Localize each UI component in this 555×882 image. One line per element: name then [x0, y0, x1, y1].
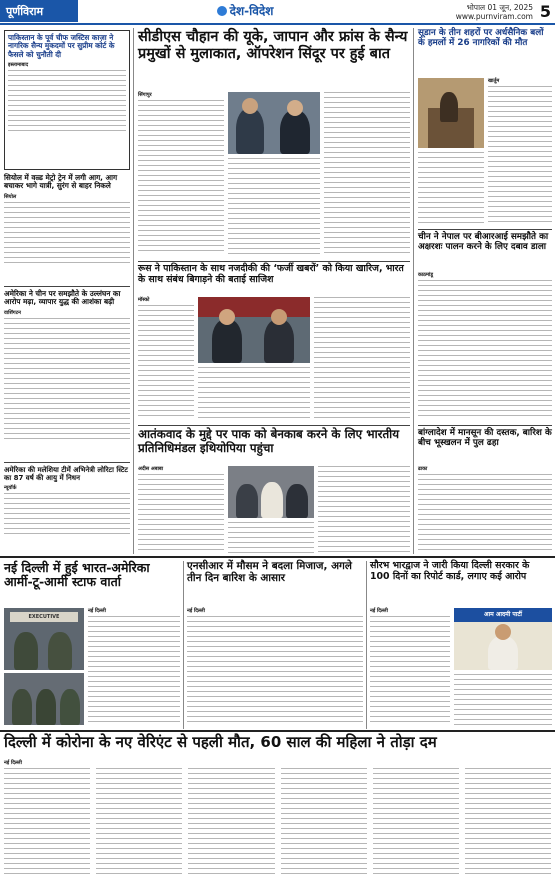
headline: सौरभ भारद्वाज ने जारी किया दिल्ली सरकार के 100 दिनों का रिपोर्ट कार्ड, लगाए कई आरोप — [370, 560, 530, 582]
person-figure — [280, 110, 310, 154]
person-figure — [286, 484, 308, 518]
person-head — [271, 309, 287, 325]
person-figure — [236, 108, 264, 154]
story-russia-header — [138, 264, 410, 294]
divider — [4, 462, 130, 463]
story-actress-death — [4, 466, 130, 552]
headline: पाकिस्तान के पूर्व चीफ जस्टिस काज़ा ने नागरिक सैन्य मुकदमों पर सुप्रीम कोर्ट के फैसले को चुनौती दी — [8, 33, 115, 59]
person-figure — [488, 636, 518, 670]
story-saurabh-text — [370, 608, 450, 726]
article-body — [324, 92, 410, 256]
divider — [418, 425, 552, 426]
headline: सूडान के तीन शहरों पर अर्धसैनिक बलों के हमलों में 26 नागरिकों की मौत — [418, 28, 544, 49]
byline: नई दिल्ली — [88, 608, 106, 614]
article-body — [370, 616, 450, 722]
story-sudan-header — [418, 28, 552, 78]
article-body — [8, 70, 126, 132]
story-seoul-fire — [4, 174, 130, 284]
byline: नई दिल्ली — [4, 760, 22, 766]
article-body — [138, 474, 224, 550]
person-figure — [48, 632, 72, 670]
article-body — [488, 86, 552, 222]
headline: अमेरिका की मलेशिया टीमें अभिनेत्री लोरिटा स्टिट का 87 वर्ष की आयु में निधन — [4, 466, 128, 483]
saurabh-photo — [454, 608, 552, 670]
person-figure — [36, 689, 56, 725]
page-number: 5 — [539, 2, 551, 21]
byline: नई दिल्ली — [187, 608, 205, 614]
story-russia-text — [138, 297, 194, 422]
headline: एनसीआर में मौसम ने बदला मिजाज, अगले तीन दिन बारिश के आसार — [187, 560, 352, 584]
article-body — [88, 616, 180, 722]
story-covid-text — [4, 760, 551, 878]
headline: चीन ने नेपाल पर बीआरआई समझौते का अक्षरशः पालन करने के लिए दबाव डाला — [418, 232, 549, 253]
article-body — [318, 466, 410, 554]
website[interactable]: www.purnviram.com — [455, 12, 533, 21]
headline: अमेरिका ने चीन पर समझौते के उल्लंघन का आरोप मढ़ा, व्यापार युद्ध की आशंका बढ़ी — [4, 289, 121, 307]
byline: काठमांडू — [418, 272, 434, 278]
photo-sign: EXECUTIVE — [10, 612, 78, 622]
date-block — [456, 3, 533, 21]
article-body — [188, 768, 274, 876]
headline: दिल्ली में कोरोना के नए वेरिएंट से पहली मौत, 60 साल की महिला ने तोड़ा दम — [4, 733, 437, 751]
headline: बांग्लादेश में मानसून की दस्तक, बारिश के बीच भूस्खलन में पुल ढहा — [418, 428, 552, 449]
byline: वाशिंगटन — [4, 309, 21, 316]
story-nepal-text — [418, 272, 552, 422]
divider — [138, 425, 410, 426]
article-body — [228, 158, 320, 258]
byline: नई दिल्ली — [370, 608, 388, 614]
person-head — [287, 100, 303, 116]
story-us-china — [4, 290, 130, 460]
person-figure — [12, 689, 32, 725]
terror-photo — [228, 466, 314, 518]
date-line: भोपाल 01 जून, 2025 — [466, 3, 533, 12]
article-body — [4, 202, 130, 264]
story-bangladesh-text — [418, 466, 552, 554]
article-body — [198, 367, 310, 422]
article-body — [228, 522, 314, 554]
byline: अदीस अबाबा — [138, 466, 164, 472]
story-army-header — [4, 561, 180, 605]
byline: इस्लामाबाद — [8, 62, 29, 69]
section-title — [190, 2, 300, 20]
army-photo-2 — [4, 673, 84, 725]
story-pak-justice — [4, 30, 130, 170]
article-body — [187, 616, 363, 722]
person-figure — [14, 632, 38, 670]
person-figure — [212, 319, 242, 363]
lead-photo — [228, 92, 320, 154]
article-body — [454, 674, 552, 726]
story-covid-header — [4, 734, 551, 756]
divider — [138, 261, 410, 262]
person-head — [242, 98, 258, 114]
section-label: देश-विदेश — [229, 4, 274, 18]
story-terror-text — [138, 466, 224, 554]
byline: मॉस्को — [138, 297, 150, 303]
article-body — [314, 297, 410, 422]
party-banner: आम आदमी पार्टी — [454, 608, 552, 622]
byline: ढाका — [418, 466, 428, 472]
story-bangladesh-header — [418, 428, 552, 462]
person-figure — [440, 92, 458, 122]
header-rule — [0, 23, 555, 25]
article-body — [138, 305, 194, 417]
article-body — [4, 493, 130, 538]
headline: आतंकवाद के मुद्दे पर पाक को बेनकाब करने के लिए भारतीय प्रतिनिधिमंडल इथियोपिया पहुंचा — [138, 427, 400, 455]
column-divider — [413, 28, 414, 554]
article-body — [418, 152, 484, 226]
story-saurabh-header — [370, 561, 552, 605]
person-head — [495, 624, 511, 640]
person-figure — [261, 482, 283, 518]
sudan-photo — [418, 78, 484, 148]
divider — [418, 229, 552, 230]
flag-backdrop — [198, 297, 310, 317]
article-body — [4, 768, 90, 876]
byline: न्यूयॉर्क — [4, 485, 17, 492]
byline: सियोल — [4, 193, 17, 200]
article-body — [418, 280, 552, 418]
lead-story-text-col3 — [324, 92, 410, 258]
column-divider — [183, 561, 184, 729]
byline: खार्तूम — [488, 78, 500, 84]
person-head — [219, 309, 235, 325]
story-weather-header — [187, 561, 363, 605]
story-sudan-text — [488, 78, 552, 226]
article-body — [4, 318, 130, 443]
person-figure — [264, 319, 294, 363]
article-body — [138, 100, 224, 252]
lead-headline: सीडीएस चौहान की यूके, जापान और फ्रांस के सैन्य प्रमुखों से मुलाकात, ऑपरेशन सिंदूर पर हुई बात — [138, 29, 408, 63]
article-body — [96, 768, 182, 876]
section-rule — [0, 730, 555, 732]
army-photo — [4, 608, 84, 670]
story-army-text — [88, 608, 180, 726]
russia-photo — [198, 297, 310, 363]
article-body — [373, 768, 459, 876]
story-weather-text — [187, 608, 363, 726]
person-figure — [236, 484, 258, 518]
lead-story-header — [138, 29, 410, 89]
globe-icon — [217, 6, 227, 16]
section-rule — [0, 556, 555, 558]
headline: सियोल में वल्र्ड मेट्रो ट्रेन में लगी आग, आग बचाकर भागे यात्री, सुरंग से बाहर निकले — [4, 173, 118, 191]
headline: नई दिल्ली में हुई भारत-अमेरिका आर्मी-टू-आर्मी स्टाफ वार्ता — [4, 560, 150, 590]
article-body — [281, 768, 367, 876]
paper-name: पूर्णविराम — [0, 0, 78, 22]
person-figure — [60, 689, 80, 725]
article-columns — [4, 768, 551, 876]
column-divider — [366, 561, 367, 729]
lead-story-text-col1 — [138, 92, 224, 258]
article-body — [465, 768, 551, 876]
story-nepal-header — [418, 232, 552, 268]
divider — [4, 286, 130, 287]
article-body — [418, 474, 552, 550]
column-divider — [133, 28, 134, 554]
headline: रूस ने पाकिस्तान के साथ नजदीकी की ‘फर्जी खबरों’ को किया खारिज, भारत के साथ संबंध बिगाड़ने की बताई साजिश — [138, 263, 404, 285]
byline: सिंगापुर — [138, 92, 152, 98]
story-terror-header — [138, 428, 410, 462]
